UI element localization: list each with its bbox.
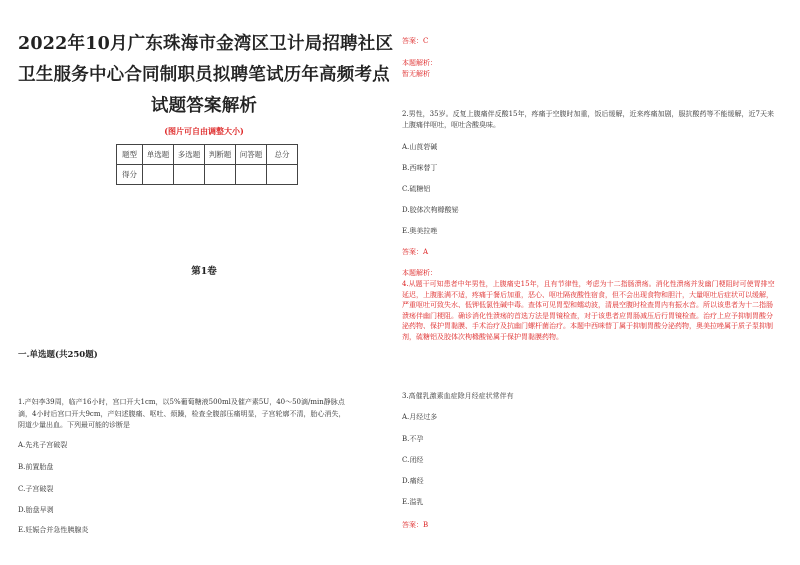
question-1-answer: 答案：C: [402, 37, 429, 45]
document-title-line-3: 试题答案解析: [150, 96, 258, 116]
score-table-header-row: [117, 145, 298, 165]
score-header-single: 单选题: [143, 145, 174, 165]
question-2-option-d: D.胶体次枸橼酸铋: [402, 206, 459, 214]
score-table-score-row: [117, 165, 298, 185]
score-cell: [205, 165, 236, 185]
score-header-multi: 多选题: [174, 145, 205, 165]
score-header-qa: 问答题: [236, 145, 267, 165]
question-2-explanation-body: 4.从题干可知患者中年男性，上腹痛史15年，且有节律性，考虑为十二指肠溃疡。消化性溃疡并发幽门梗阻时可使胃排空延迟，上腹胀满不适，疼痛于餐后加重，恶心、呕吐隔夜酸性宿食，但不会出现食物和胆汁，大量呕吐后症状可以缓解，严重呕吐可致失水、低钾低氯性碱中毒。查体可见胃型和蠕动波，清晨空腹时检查胃内有振水音。所以该患者为十二指肠溃疡伴幽门梗阻。确诊消化性溃疡的首选方法是胃镜检查，对于该患者应胃肠减压后行胃镜检查。治疗上应予抑制胃酸分泌药物、保护胃黏膜、手术治疗及抗幽门螺杆菌治疗。本题中西咪替丁属于抑制胃酸分泌药物，奥美拉唑属于质子泵抑制剂，硫糖铝及胶体次枸橼酸铋属于保护胃黏膜药物。: [402, 280, 775, 341]
score-header-type: 题型: [117, 145, 143, 165]
question-2-stem: 2.男性，35岁。反复上腹痛伴反酸15年，疼痛于空腹时加重，饭后缓解，近来疼痛加剧，服抗酸药等不能缓解，近7天来上腹痛伴呕吐，呕吐含酸臭味。: [402, 110, 774, 129]
question-1-option-e: E.妊娠合并急性胰腺炎: [18, 526, 89, 534]
question-1-stem: 1.产妇李39周，临产16小时，宫口开大1cm，以5%葡萄糖液500ml及催产素5U，40～50滴/min静脉点滴，4小时后宫口开大9cm，产妇述腹痛、呕吐、烦躁，检查全腹部压痛明显，子宫轮廓不清，胎心消失，阴道少量出血。下列最可能的诊断是: [18, 398, 346, 429]
question-3-option-d: D.痛经: [402, 477, 424, 485]
section-heading: 一.单选题(共250题): [18, 350, 98, 360]
question-2-explanation-title: 本题解析：: [402, 269, 437, 277]
question-2-option-a: A.山莨菪碱: [402, 143, 438, 151]
score-cell: [143, 165, 174, 185]
question-2-answer: 答案：A: [402, 248, 429, 256]
question-1-explanation-body: 暂无解析: [402, 70, 430, 78]
question-3-answer: 答案：B: [402, 521, 429, 529]
document-title-line-2: 卫生服务中心合同制职员拟聘笔试历年高频考点: [18, 65, 390, 85]
question-3-stem: 3.高催乳激素血症除月经症状常伴有: [402, 392, 514, 400]
volume-heading: 第1卷: [191, 266, 217, 277]
resize-note: (图片可自由调整大小): [164, 126, 244, 136]
score-row-label: 得分: [117, 165, 143, 185]
question-1-explanation-title: 本题解析：: [402, 59, 437, 67]
question-3-option-c: C.闭经: [402, 456, 424, 464]
question-2-option-c: C.硫糖铝: [402, 185, 431, 193]
score-header-total: 总分: [267, 145, 298, 165]
question-1-option-d: D.胎盘早剥: [18, 506, 54, 514]
question-1-option-a: A.先兆子宫破裂: [18, 441, 68, 449]
question-3-option-e: E.溢乳: [402, 498, 424, 506]
score-cell: [174, 165, 205, 185]
document-title-line-1: 2022年10月广东珠海市金湾区卫计局招聘社区: [18, 34, 394, 54]
score-cell: [236, 165, 267, 185]
question-2-option-e: E.奥美拉唑: [402, 227, 438, 235]
question-1-option-c: C.子宫破裂: [18, 485, 54, 493]
question-2-option-b: B.西咪替丁: [402, 164, 438, 172]
score-table: [116, 144, 298, 185]
question-3-option-b: B.不孕: [402, 435, 424, 443]
question-3-option-a: A.月经过多: [402, 413, 438, 421]
score-header-judge: 判断题: [205, 145, 236, 165]
question-1-option-b: B.前置胎盘: [18, 463, 54, 471]
score-cell: [267, 165, 298, 185]
